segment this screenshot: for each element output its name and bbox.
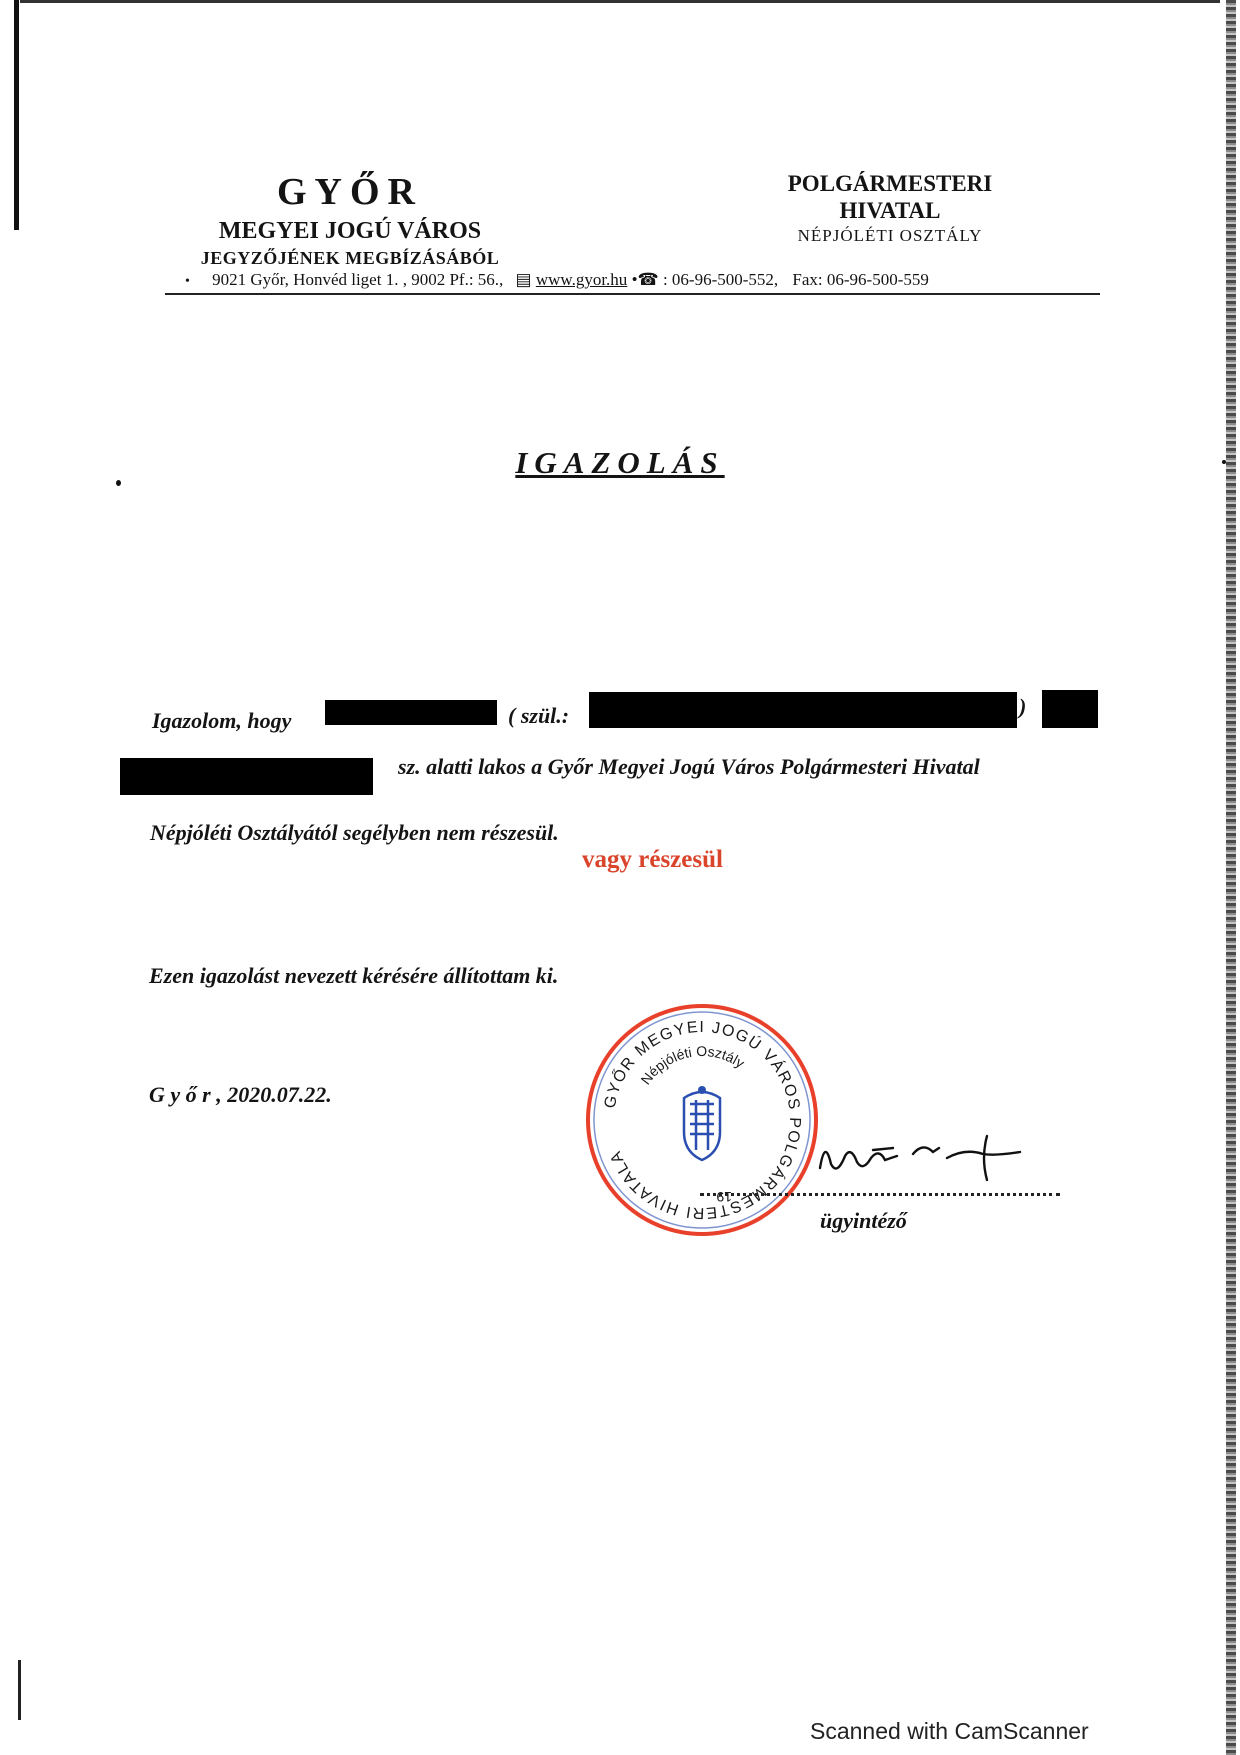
- header-divider: [165, 293, 1100, 295]
- added-note: vagy részesül: [582, 846, 723, 873]
- birth-close: ): [1019, 694, 1027, 719]
- phone-number: : 06-96-500-552,: [662, 270, 779, 289]
- place-date: G y ő r , 2020.07.22.: [149, 1082, 332, 1107]
- address: 9021 Győr, Honvéd liget 1. , 9002 Pf.: 56.,: [212, 270, 504, 289]
- scanner-watermark: Scanned with CamScanner: [810, 1718, 1089, 1744]
- handwritten-signature: [815, 1118, 1050, 1188]
- stamp-outer-ring: [588, 1006, 816, 1234]
- stamp-inner-text: Népjóléti Osztály: [637, 1042, 748, 1088]
- letterhead-right: [740, 170, 1040, 248]
- stamp-ring-text: GYŐR MEGYEI JOGÚ VÁROS POLGÁRMESTERI HIVATALA: [601, 1018, 804, 1222]
- city-name: GYŐR: [277, 171, 423, 213]
- scan-right-edge: [1226, 0, 1236, 1755]
- birth-label: ( szül.:: [508, 703, 570, 728]
- redacted-address: [120, 758, 373, 795]
- closing-statement: Ezen igazolást nevezett kérésére állítottam ki.: [149, 963, 559, 988]
- website-link[interactable]: www.gyor.hu: [535, 270, 628, 289]
- redacted-birth-data: [589, 692, 1017, 728]
- scan-left-edge-bottom: [18, 1660, 21, 1720]
- office-name-line2: HIVATAL: [839, 198, 941, 223]
- county-name: MEGYEI JOGÚ VÁROS: [218, 218, 482, 244]
- document-title: IGAZOLÁS: [515, 445, 725, 480]
- phone-icon: •☎: [631, 270, 659, 289]
- scan-top-edge: [20, 0, 1220, 3]
- office-name-line1: POLGÁRMESTERI: [787, 171, 993, 196]
- letterhead-left: [150, 170, 550, 270]
- scan-left-edge: [14, 0, 19, 230]
- bullet-icon: •: [185, 274, 190, 289]
- signature-line: [700, 1193, 1060, 1196]
- official-stamp: [582, 1000, 822, 1240]
- stamp-number: 19: [716, 1189, 732, 1205]
- redacted-name: [325, 700, 497, 725]
- signatory-role: ügyintéző: [820, 1208, 907, 1233]
- coat-of-arms-icon: [684, 1086, 720, 1160]
- redacted-postcode: [1042, 690, 1098, 728]
- statement-line: Népjóléti Osztályától segélyben nem részesül.: [150, 820, 559, 845]
- fax-number: Fax: 06-96-500-559: [792, 270, 929, 289]
- certify-prefix: Igazolom, hogy: [152, 708, 292, 733]
- department-name: NÉPJÓLÉTI OSZTÁLY: [797, 226, 983, 245]
- residence-line: sz. alatti lakos a Győr Megyei Jogú Város Polgármesteri Hivatal: [398, 754, 980, 779]
- mandate-line: JEGYZŐJÉNEK MEGBÍZÁSÁBÓL: [200, 248, 500, 268]
- contact-line: [185, 270, 1095, 290]
- computer-icon: ▤: [515, 270, 532, 289]
